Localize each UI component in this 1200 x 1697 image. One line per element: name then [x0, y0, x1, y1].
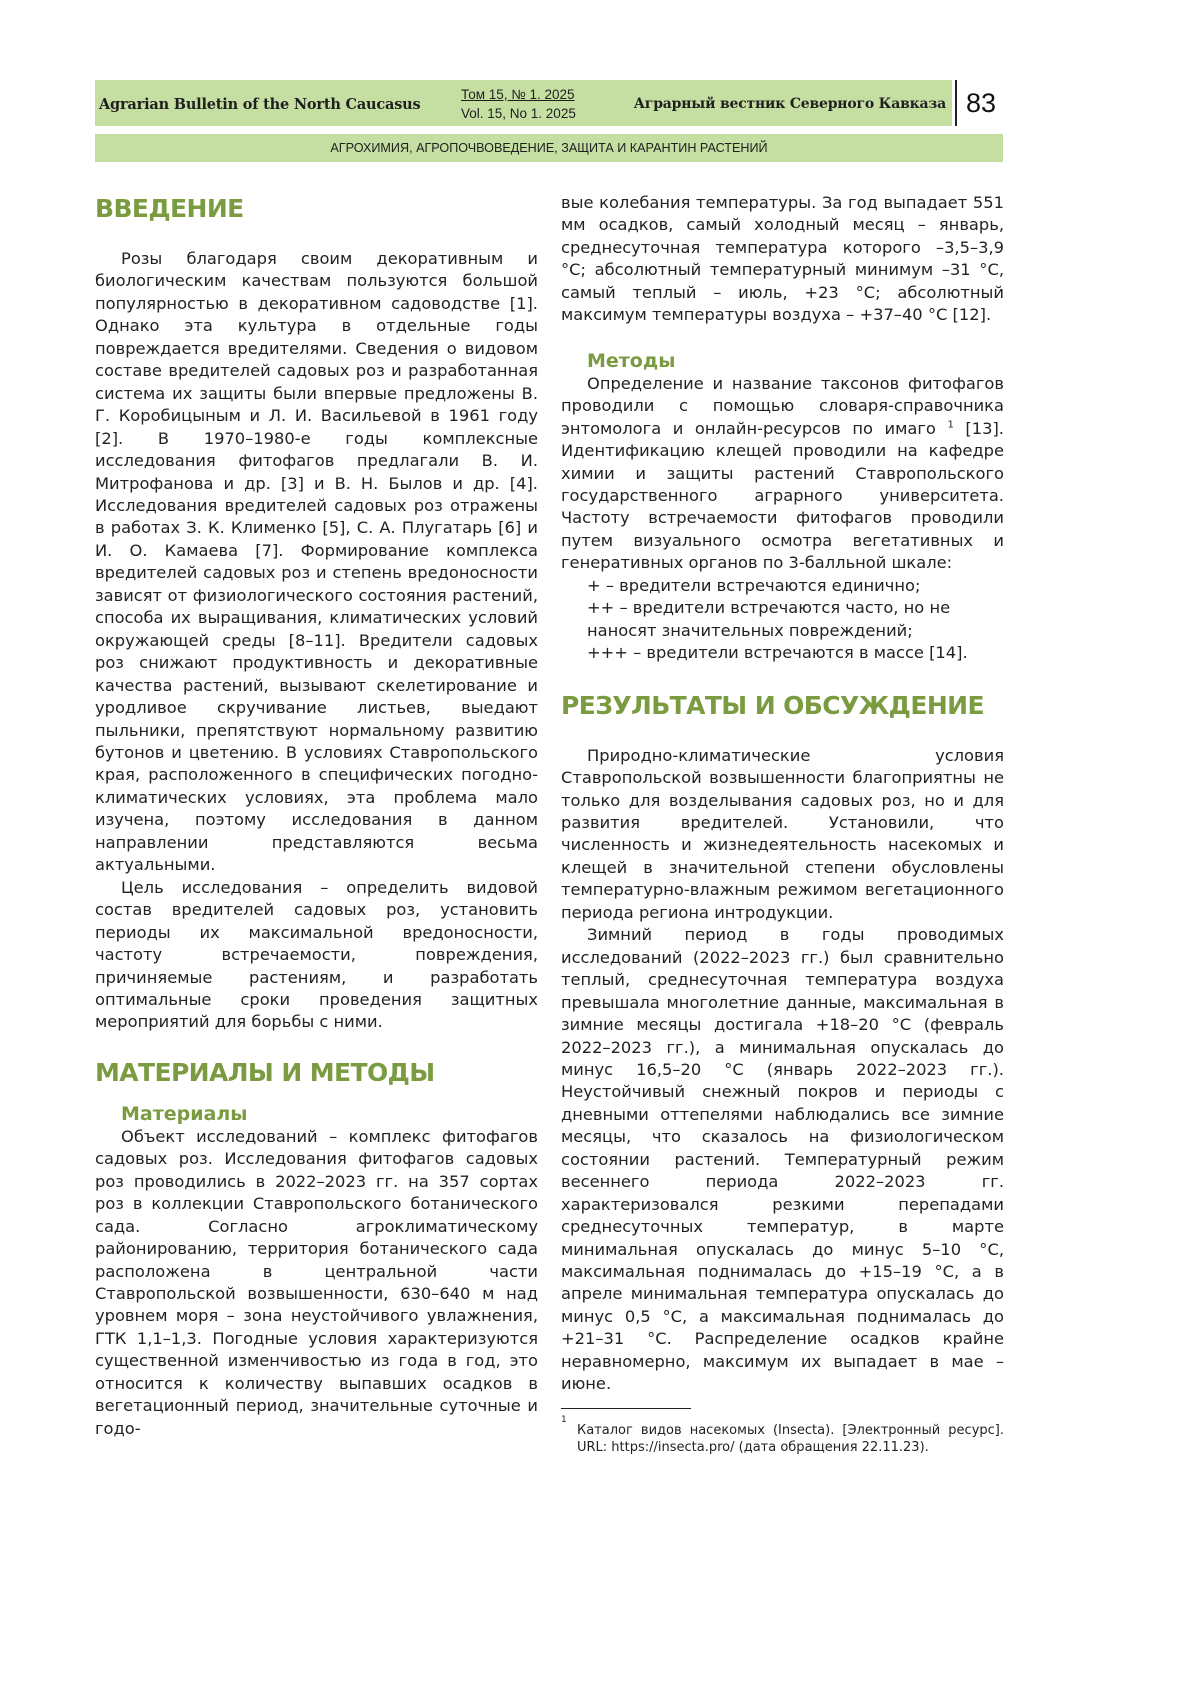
right-column: [561, 192, 1004, 1456]
methods-text-2: [13]. Идентификацию клещей проводили на кафедре химии и защиты растений Ставропольского государственного аграрного университета. Частоту встречаемости фитофагов проводили путем визуального осмотра вегетативных и генеративных органов по 3-балльной шкале:: [561, 418, 1004, 573]
running-header: [95, 80, 952, 126]
volume-ru: Том 15, № 1. 2025: [461, 87, 575, 102]
materials-paragraph-continued: вые колебания температуры. За год выпадает 551 мм осадков, самый холодный месяц – январь, среднесуточная температура которого –3,5–3,9 °С; абсолютный температурный минимум –31 °С, самый теплый – июль, +23 °С; абсолютный максимум температуры воздуха – +37–40 °С [12].: [561, 193, 1004, 325]
intro-paragraph-2: Цель исследования – определить видовой состав вредителей садовых роз, установить периоды их максимальной вредоносности, частоту встречаемости, повреждения, причиняемые растениям, и разработать оптимальные сроки проведения защитных мероприятий для борьбы с ними.: [95, 877, 538, 1032]
footnote-divider: [561, 1408, 691, 1409]
materials-methods-heading: МАТЕРИАЛЫ И МЕТОДЫ: [95, 1057, 435, 1087]
journal-title-ru: Аграрный вестник Северного Кавказа: [633, 96, 946, 112]
footnote: 1 Каталог видов насекомых (Insecta). [Электронный ресурс]. URL: https://insecta.pro/ (дата обращения 22.11.23).: [561, 1414, 1004, 1455]
results-paragraph-1: Природно-климатические условия Ставропольской возвышенности благоприятны не только для возделывания садовых роз, но и для развития вредителей. Установили, что численность и жизнедеятельность насекомых и клещей в значительной степени обусловлены температурно-влажным режимом вегетационного периода региона интродукции.: [561, 745, 1004, 922]
page-number: 83: [955, 80, 1005, 126]
methods-paragraph: [561, 373, 1004, 575]
volume-en: Vol. 15, No 1. 2025: [461, 106, 576, 121]
results-heading: РЕЗУЛЬТАТЫ И ОБСУЖДЕНИЕ: [561, 690, 984, 720]
section-title: АГРОХИМИЯ, АГРОПОЧВОВЕДЕНИЕ, ЗАЩИТА И КАРАНТИН РАСТЕНИЙ: [95, 134, 1003, 162]
materials-subheading: Материалы: [121, 1102, 248, 1125]
intro-heading: ВВЕДЕНИЕ: [95, 194, 244, 223]
intro-paragraph-1: Розы благодаря своим декоративным и биологическим качествам пользуются большой популярностью в декоративном садоводстве [1]. Однако эта культура в отдельные годы повреждается вредителями. Сведения о видовом составе вредителей садовых роз и разработанная система их защиты были впервые предложены В. Г. Коробицыным и Л. И. Васильевой в 1961 году [2]. В 1970–1980-е годы комплексные исследования фитофагов предлагали В. И. Митрофанова и др. [3] и В. Н. Былов и др. [4]. Исследования вредителей садовых роз отражены в работах З. К. Клименко [5], С. А. Плугатарь [6] и И. О. Камаева [7]. Формирование комплекса вредителей садовых роз и степень вредоносности зависят от физиологического состояния растений, способа их выращивания, климатических условий окружающей среды [8–11]. Вредители садовых роз снижают продуктивность и декоративные качества растений, вызывают скелетирование и уродливое скручивание листьев, выедают пыльники, препятствуют нормальному развитию бутонов и цветению. В условиях Ставропольского края, расположенного в специфических погодно-климатических условиях, эта проблема мало изучена, поэтому исследования в данном направлении представляются весьма актуальными.: [95, 249, 538, 875]
footnote-reference: 1: [947, 419, 954, 431]
materials-paragraph: Объект исследований – комплекс фитофагов садовых роз. Исследования фитофагов садовых роз проводились в 2022–2023 гг. на 357 сортах роз в коллекции Ставропольского ботанического сада. Согласно агроклиматическому районированию, территория ботанического сада расположена в центральной части Ставропольской возвышенности, 630–640 м над уровнем моря – зона неустойчивого увлажнения, ГТК 1,1–1,3. Погодные условия характеризуются существенной изменчивостью из года в год, это относится к количеству выпавших осадков в вегетационный период, значительные суточные и годо-: [95, 1126, 538, 1438]
results-paragraph-2: Зимний период в годы проводимых исследований (2022–2023 гг.) был сравнительно теплый, среднесуточная температура воздуха превышала многолетние данные, максимальная в зимние месяцы достигала +18–20 °С (февраль 2022–2023 гг.), а минимальная опускалась до минус 16,5–20 °С (январь 2022–2023 гг.). Неустойчивый снежный покров и периоды с дневными оттепелями наблюдались все зимние месяцы, что сказалось на физиологическом состоянии растений. Температурный режим весеннего периода 2022–2023 гг. характеризовался резкими перепадами среднесуточных температур, в марте минимальная опускалась до минус 5–10 °С, максимальная поднималась до +15–19 °С, а в апреле минимальная температура опускалась до минус 0,5 °С, а максимальная поднималась до +21–31 °С. Распределение осадков крайне неравномерно, максимум их выпадает в мае – июне.: [561, 925, 1004, 1394]
methods-text-1: Определение и название таксонов фитофагов проводили с помощью словаря-справочника энтомолога и онлайн-ресурсов по имаго: [561, 373, 1004, 438]
journal-title-en: Agrarian Bulletin of the North Caucasus: [99, 96, 421, 113]
footnote-text: Каталог видов насекомых (Insecta). [Электронный ресурс]. URL: https://insecta.pro/ (дата обращения 22.11.23).: [577, 1422, 1004, 1455]
scale-item-3: +++ – вредители встречаются в массе [14].: [587, 643, 968, 663]
volume-info: [461, 85, 576, 123]
left-column: [95, 190, 538, 1440]
scale-item-2: ++ – вредители встречаются часто, но не наносят значительных повреждений;: [587, 598, 951, 640]
methods-subheading: Методы: [587, 349, 676, 372]
scale-item-1: + – вредители встречаются единично;: [587, 575, 921, 595]
